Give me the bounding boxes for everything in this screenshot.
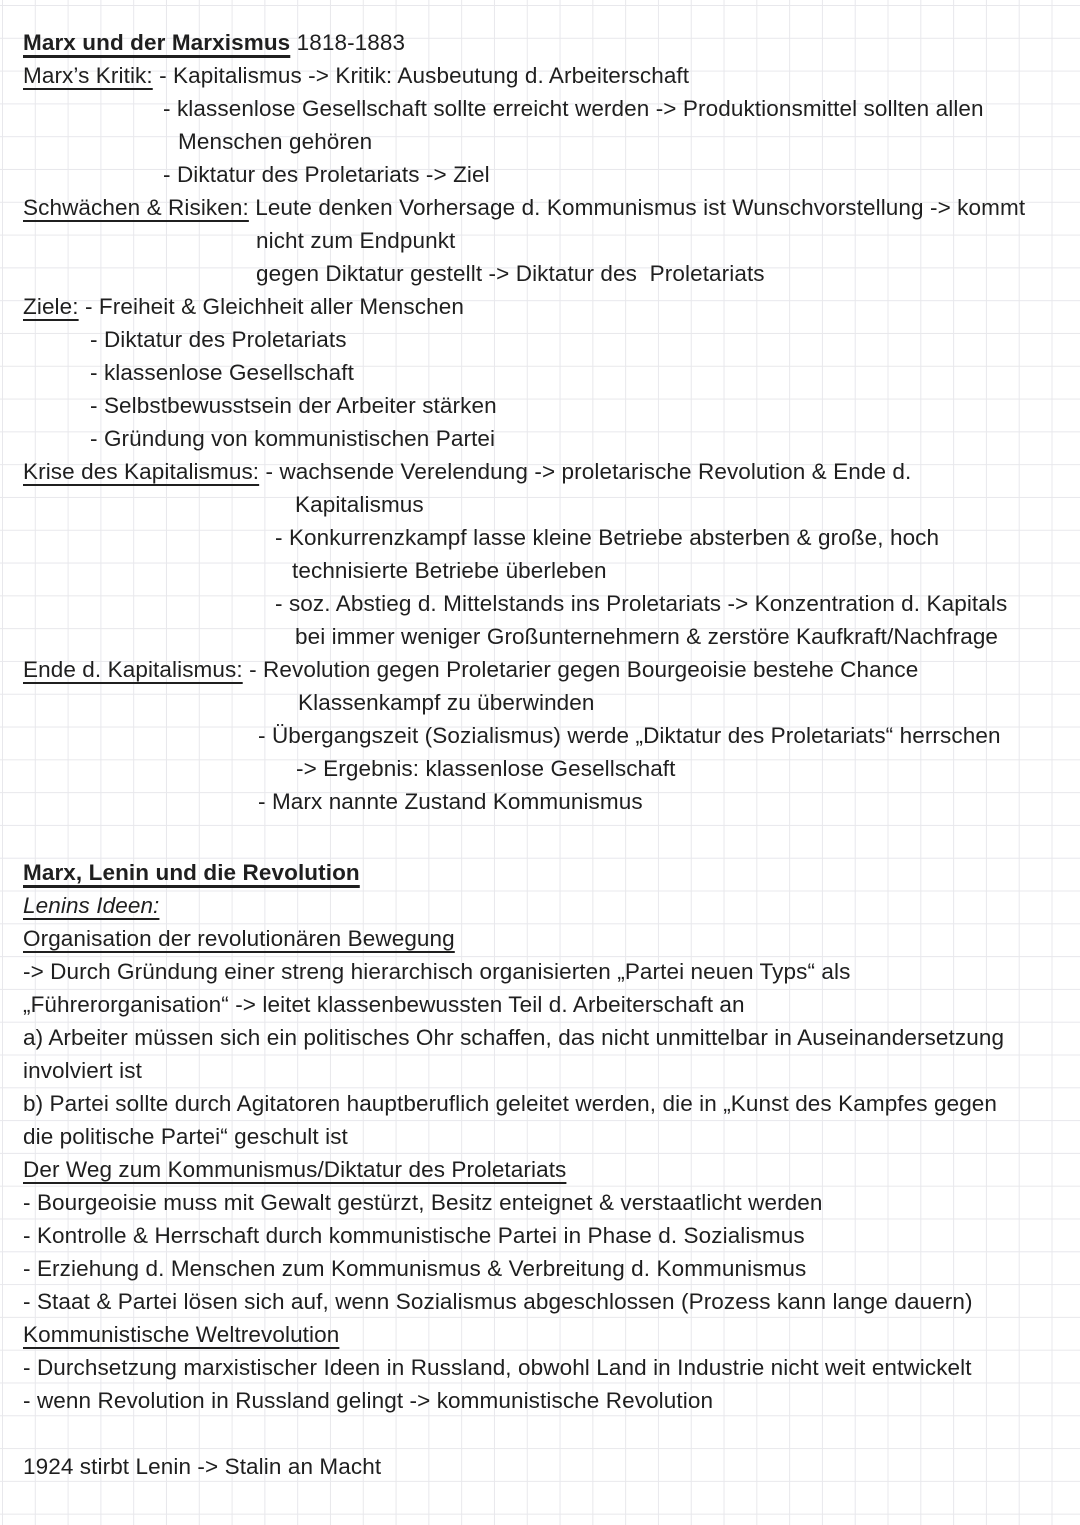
note-heading-segment: Organisation der revolutionären Bewegung xyxy=(23,926,455,951)
notes-block-marx-lenin-und-die-revolution xyxy=(0,856,1080,1483)
note-heading-segment: Ende d. Kapitalismus: xyxy=(23,657,243,682)
note-text-segment: Klassenkampf zu überwinden xyxy=(298,690,595,715)
note-line xyxy=(0,323,1080,356)
note-line xyxy=(0,92,1080,125)
note-text-segment: bei immer weniger Großunternehmern & zerstöre Kaufkraft/Nachfrage xyxy=(295,624,999,649)
note-text-segment: 1924 stirbt Lenin -> Stalin an Macht xyxy=(23,1454,382,1479)
note-text-segment: - Kontrolle & Herrschaft durch kommunistische Partei in Phase d. Sozialismus xyxy=(23,1223,805,1248)
note-line xyxy=(0,422,1080,455)
note-text-segment: Leute denken Vorhersage d. Kommunismus ist Wunschvorstellung -> kommt xyxy=(248,195,1026,220)
note-text-segment: - soz. Abstieg d. Mittelstands ins Proletariats -> Konzentration d. Kapitals xyxy=(275,591,1008,616)
note-line xyxy=(0,686,1080,719)
note-line xyxy=(0,26,1080,59)
note-text-segment: - Staat & Partei lösen sich auf, wenn Sozialismus abgeschlossen (Prozess kann lange dauern) xyxy=(23,1289,973,1314)
note-text-segment: - Kapitalismus -> Kritik: Ausbeutung d. Arbeiterschaft xyxy=(152,63,690,88)
note-line xyxy=(0,785,1080,818)
note-text-segment: -> Ergebnis: klassenlose Gesellschaft xyxy=(296,756,676,781)
note-line xyxy=(0,955,1080,988)
note-text-segment: involviert ist xyxy=(23,1058,142,1083)
note-line xyxy=(0,389,1080,422)
notes-block-marx-und-der-marxismus xyxy=(0,26,1080,818)
note-line xyxy=(0,1252,1080,1285)
note-line xyxy=(0,1087,1080,1120)
note-text-segment: die politische Partei“ geschult ist xyxy=(23,1124,348,1149)
note-text-segment: - Konkurrenzkampf lasse kleine Betriebe absterben & große, hoch xyxy=(275,525,940,550)
note-line xyxy=(0,224,1080,257)
note-line xyxy=(0,856,1080,889)
note-line xyxy=(0,521,1080,554)
note-text-segment: - Marx nannte Zustand Kommunismus xyxy=(258,789,643,814)
note-line xyxy=(0,1318,1080,1351)
note-text-segment: - Erziehung d. Menschen zum Kommunismus & Verbreitung d. Kommunismus xyxy=(23,1256,807,1281)
note-line xyxy=(0,922,1080,955)
note-line xyxy=(0,1219,1080,1252)
note-text-segment: Menschen gehören xyxy=(178,129,373,154)
note-text-segment: - wenn Revolution in Russland gelingt -> kommunistische Revolution xyxy=(23,1388,714,1413)
note-text-segment: - Gründung von kommunistischen Partei xyxy=(90,426,496,451)
note-line xyxy=(0,1021,1080,1054)
note-line xyxy=(0,488,1080,521)
note-line xyxy=(0,587,1080,620)
note-text-segment: - Übergangszeit (Sozialismus) werde „Diktatur des Proletariats“ herrschen xyxy=(258,723,1001,748)
note-line xyxy=(0,554,1080,587)
note-text-segment: - Durchsetzung marxistischer Ideen in Russland, obwohl Land in Industrie nicht weit entwickelt xyxy=(23,1355,972,1380)
note-text-segment: - Freiheit & Gleichheit aller Menschen xyxy=(78,294,464,319)
note-text-segment: - wachsende Verelendung -> proletarische Revolution & Ende d. xyxy=(259,459,912,484)
note-text-segment: - Revolution gegen Proletarier gegen Bourgeoisie bestehe Chance xyxy=(242,657,919,682)
note-heading-segment: Der Weg zum Kommunismus/Diktatur des Proletariats xyxy=(23,1157,567,1182)
note-line xyxy=(0,455,1080,488)
note-heading-segment: Ziele: xyxy=(23,294,79,319)
note-text-segment: b) Partei sollte durch Agitatoren hauptberuflich geleitet werden, die in „Kunst des Kampfes gegen xyxy=(23,1091,998,1116)
note-heading-segment: Marx’s Kritik: xyxy=(23,63,153,88)
note-heading-segment: Marx, Lenin und die Revolution xyxy=(23,860,360,885)
note-text-segment: -> Durch Gründung einer streng hierarchisch organisierten „Partei neuen Typs“ als xyxy=(23,959,851,984)
note-line xyxy=(0,752,1080,785)
note-line xyxy=(0,1153,1080,1186)
note-line xyxy=(0,356,1080,389)
note-text-segment: a) Arbeiter müssen sich ein politisches Ohr schaffen, das nicht unmittelbar in Auseinandersetzung xyxy=(23,1025,1005,1050)
note-text-segment: - Diktatur des Proletariats -> Ziel xyxy=(163,162,490,187)
note-text-segment: - Selbstbewusstsein der Arbeiter stärken xyxy=(90,393,497,418)
note-heading-segment: Kommunistische Weltrevolution xyxy=(23,1322,340,1347)
note-text-segment: - Bourgeoisie muss mit Gewalt gestürzt, Besitz enteignet & verstaatlicht werden xyxy=(23,1190,823,1215)
note-text-segment: - klassenlose Gesellschaft xyxy=(90,360,354,385)
note-line xyxy=(0,59,1080,92)
note-line xyxy=(0,125,1080,158)
note-line xyxy=(0,1285,1080,1318)
note-text-segment: gegen Diktatur gestellt -> Diktatur des Proletariats xyxy=(256,261,765,286)
note-line xyxy=(0,889,1080,922)
note-line xyxy=(0,988,1080,1021)
note-text-segment: Kapitalismus xyxy=(295,492,424,517)
note-line xyxy=(0,1384,1080,1417)
note-line xyxy=(0,1186,1080,1219)
note-text-segment: - klassenlose Gesellschaft sollte erreicht werden -> Produktionsmittel sollten allen xyxy=(163,96,984,121)
note-text-segment: - Diktatur des Proletariats xyxy=(90,327,347,352)
note-line xyxy=(0,257,1080,290)
note-line xyxy=(0,1450,1080,1483)
note-line xyxy=(0,653,1080,686)
note-line xyxy=(0,1120,1080,1153)
note-line xyxy=(0,158,1080,191)
note-heading-segment: Marx und der Marxismus xyxy=(23,30,291,55)
note-line xyxy=(0,290,1080,323)
note-heading-segment: Lenins Ideen: xyxy=(23,893,160,918)
note-line xyxy=(0,620,1080,653)
note-text-segment: 1818-1883 xyxy=(290,30,406,55)
note-line xyxy=(0,1054,1080,1087)
note-line xyxy=(0,1351,1080,1384)
note-text-segment: technisierte Betriebe überleben xyxy=(292,558,607,583)
note-heading-segment: Schwächen & Risiken: xyxy=(23,195,249,220)
note-line xyxy=(0,719,1080,752)
note-text-segment: „Führerorganisation“ -> leitet klassenbewussten Teil d. Arbeiterschaft an xyxy=(23,992,745,1017)
note-heading-segment: Krise des Kapitalismus: xyxy=(23,459,260,484)
note-text-segment: nicht zum Endpunkt xyxy=(256,228,456,253)
note-line xyxy=(0,191,1080,224)
note-line xyxy=(0,1417,1080,1450)
